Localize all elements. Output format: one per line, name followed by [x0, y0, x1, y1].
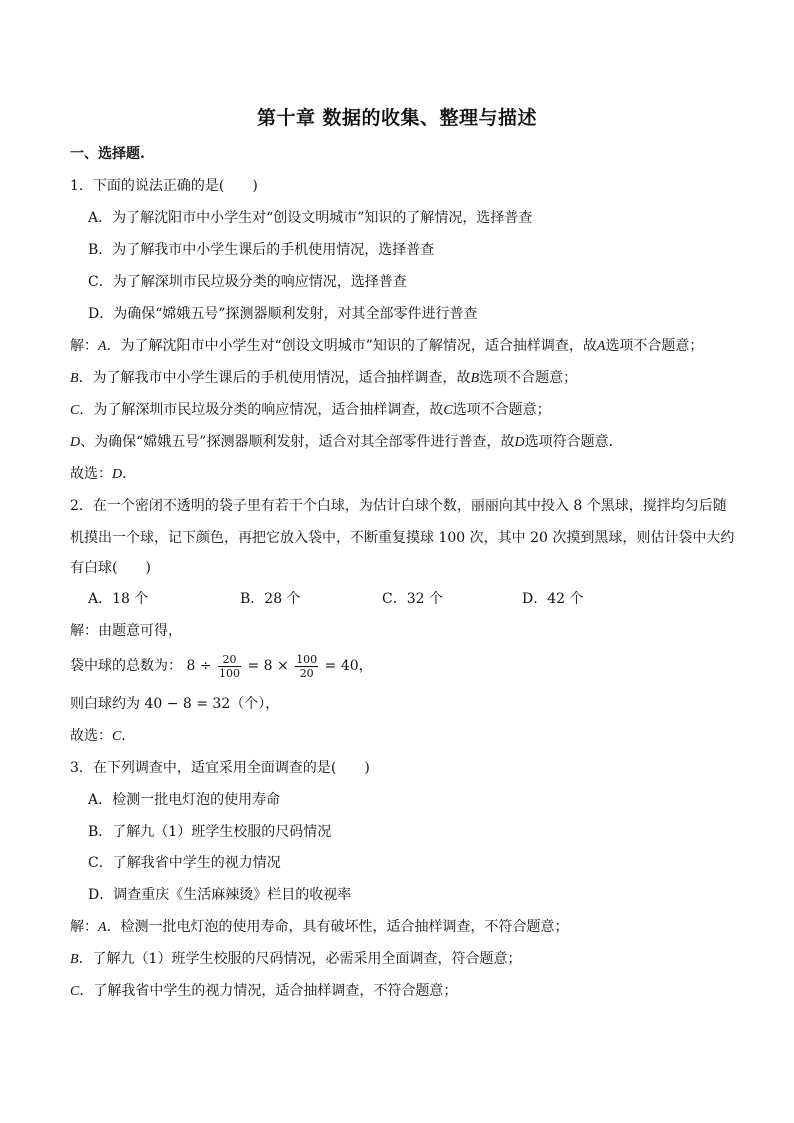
total-label: 袋中球的总数为： — [70, 658, 182, 674]
option-letter: B — [70, 371, 79, 386]
q3-solution-b — [70, 949, 521, 970]
fraction-2-denominator: 20 — [299, 666, 314, 680]
option-letter: A — [98, 920, 107, 935]
solution-text: ．为了解沈阳市中小学生对“创设文明城市”知识的了解情况，适合抽样调查，故 — [106, 338, 597, 354]
solution-text: 、为确保“嫦娥五号”探测器顺利发射，适合对其全部零件进行普查，故 — [80, 434, 515, 450]
calc-tail: ， — [358, 658, 373, 674]
answer-letter: C — [112, 729, 122, 744]
answer-tail: ． — [121, 728, 136, 744]
q2-calculation — [70, 651, 373, 681]
fraction-1-numerator: 20 — [218, 653, 241, 667]
q2-stem-line2: 机摸出一个球，记下颜色，再把它放入袋中，不断重复摸球 100 次，其中 20 次摸到黑球，则估计袋中大约 — [70, 530, 735, 546]
q2-stem-line3: 有白球( ) — [70, 560, 151, 576]
section-heading: 一、选择题. — [70, 146, 145, 162]
option-letter: C — [70, 984, 80, 999]
solution-tail: 选项不合题意； — [605, 338, 704, 354]
solution-text: ．为了解深圳市民垃圾分类的响应情况，适合抽样调查，故 — [79, 402, 444, 418]
solution-prefix: 解： — [70, 338, 98, 354]
q3-option-b: B．了解九（1）班学生校服的尺码情况 — [88, 824, 332, 840]
fraction-1 — [218, 653, 241, 680]
q3-stem: 3．在下列调查中，适宜采用全面调查的是( ) — [70, 760, 370, 776]
solution-prefix: 解： — [70, 919, 98, 935]
solution-tail: 选项不合题意； — [452, 402, 551, 418]
option-letter: C — [443, 403, 453, 418]
q2-answer — [70, 726, 135, 747]
q1-option-a: A．为了解沈阳市中小学生对“创设文明城市”知识的了解情况，选择普查 — [88, 210, 533, 226]
option-letter: D — [70, 435, 81, 450]
calc-mid: = 8 × — [247, 658, 289, 674]
q2-solution-line1: 解：由题意可得， — [70, 623, 182, 639]
q2-white-ball-count: 则白球约为 40 − 8 = 32（个）， — [70, 696, 280, 712]
solution-text: ．了解我省中学生的视力情况，适合抽样调查，不符合题意； — [79, 983, 458, 999]
q1-answer — [70, 464, 136, 485]
calc-end: = 40 — [324, 658, 359, 674]
answer-prefix: 故选： — [70, 728, 112, 744]
solution-text: ．为了解我市中小学生课后的手机使用情况，适合抽样调查，故 — [78, 370, 471, 386]
answer-prefix: 故选： — [70, 466, 112, 482]
option-letter: A — [98, 339, 107, 354]
page-title: 第十章 数据的收集、整理与描述 — [256, 107, 538, 129]
solution-tail: 选项符合题意． — [524, 434, 623, 450]
q3-option-a: A．检测一批电灯泡的使用寿命 — [88, 792, 281, 808]
answer-tail: ． — [122, 466, 137, 482]
option-letter: C — [70, 403, 80, 418]
q1-option-d: D．为确保“嫦娥五号”探测器顺利发射，对其全部零件进行普查 — [88, 306, 478, 322]
q3-option-c: C．了解我省中学生的视力情况 — [88, 855, 281, 871]
q2-option-a: A．18 个 — [88, 591, 149, 607]
q1-solution-a — [70, 336, 703, 357]
q1-solution-b — [70, 368, 577, 389]
fraction-2 — [295, 653, 318, 680]
q2-stem-line1: 2．在一个密闭不透明的袋子里有若干个白球，为估计白球个数，丽丽向其中投入 8 个黑球，搅拌均匀后随 — [70, 498, 727, 514]
solution-text: ．了解九（1）班学生校服的尺码情况，必需采用全面调查，符合题意； — [78, 951, 522, 967]
q2-option-b: B．28 个 — [240, 591, 301, 607]
q1-solution-d — [70, 432, 623, 453]
q2-option-c: C．32 个 — [382, 591, 443, 607]
answer-letter: D — [112, 467, 123, 482]
option-letter: A — [596, 339, 606, 354]
option-letter: D — [514, 435, 525, 450]
q1-option-c: C．为了解深圳市民垃圾分类的响应情况，选择普查 — [88, 274, 407, 290]
q2-option-d: D．42 个 — [522, 591, 584, 607]
solution-text: ．检测一批电灯泡的使用寿命，具有破坏性，适合抽样调查，不符合题意； — [106, 919, 569, 935]
q1-solution-c — [70, 400, 551, 421]
calc-start: 8 ÷ — [186, 658, 212, 674]
fraction-2-numerator: 100 — [296, 652, 318, 666]
q3-solution-a — [70, 917, 569, 938]
q1-stem: 1．下面的说法正确的是( ) — [70, 178, 258, 194]
option-letter: B — [470, 371, 480, 386]
q3-solution-c — [70, 981, 457, 1002]
q1-option-b: B．为了解我市中小学生课后的手机使用情况，选择普查 — [88, 242, 435, 258]
solution-tail: 选项不合题意； — [479, 370, 578, 386]
q3-option-d: D．调查重庆《生活麻辣烫》栏目的收视率 — [88, 887, 352, 903]
fraction-1-denominator: 100 — [219, 666, 240, 680]
option-letter: B — [70, 952, 79, 967]
